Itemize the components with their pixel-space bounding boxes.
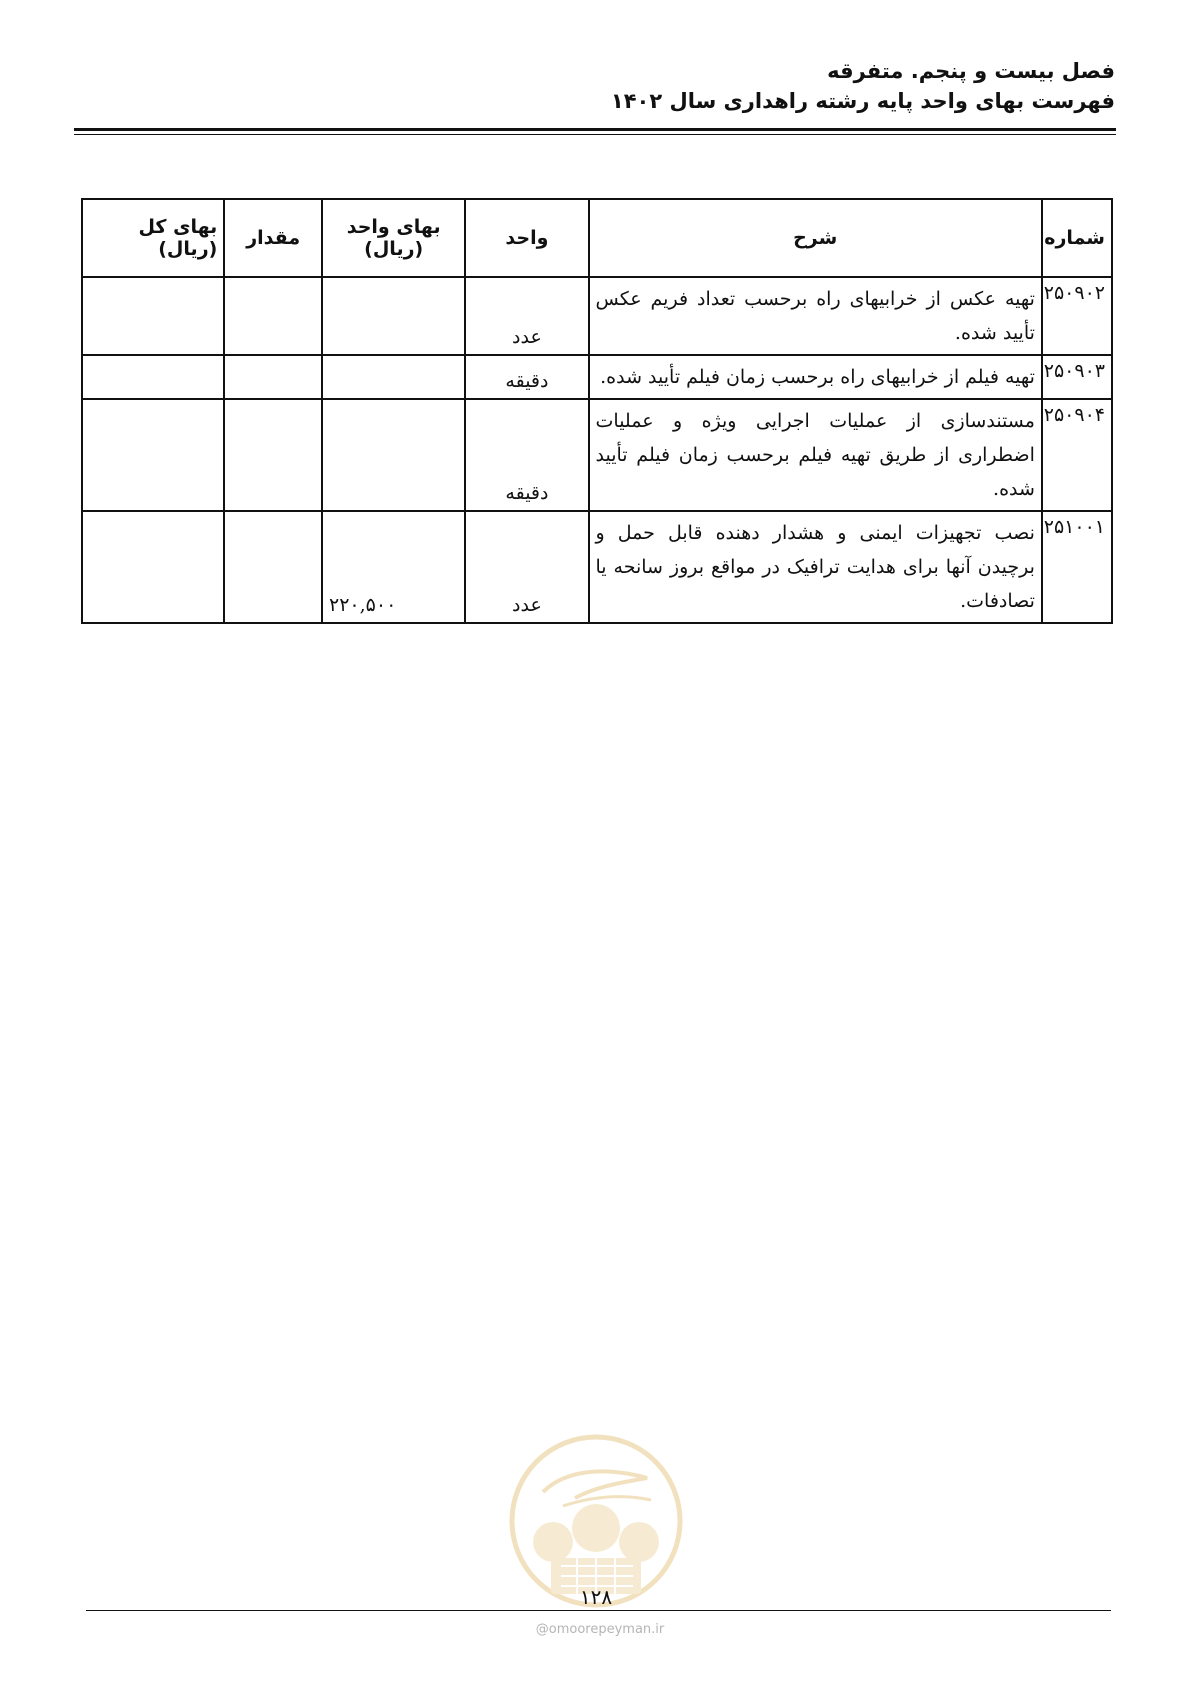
item-total-price [82,511,224,623]
unit-price-currency: (ریال) [364,238,424,260]
price-list-table [81,198,1113,624]
item-code: ۲۵۰۹۰۳ [1042,355,1112,399]
item-unit-price [322,399,465,511]
table-header-row [82,199,1112,277]
document-title: فهرست بهای واحد پایه رشته راهداری سال ۱۴۰۲ [610,89,1115,113]
item-description: نصب تجهیزات ایمنی و هشدار دهنده قابل حمل و برچیدن آنها برای هدایت ترافیک در مواقع بروز سانحه یا تصادفات. [589,511,1042,623]
item-quantity [224,355,322,399]
item-code: ۲۵۰۹۰۴ [1042,399,1112,511]
table-row [82,355,1112,399]
item-unit-price [322,355,465,399]
page-number: ۱۲۸ [579,1585,613,1609]
item-unit: دقیقه [465,355,588,399]
item-code: ۲۵۱۰۰۱ [1042,511,1112,623]
header-divider [74,128,1116,131]
item-total-price [82,277,224,355]
item-quantity [224,277,322,355]
page-header [75,56,1115,116]
item-unit: دقیقه [465,399,588,511]
table-row [82,399,1112,511]
footer-divider [86,1610,1111,1611]
site-watermark-text: @omoorepeyman.ir [535,1622,665,1637]
item-quantity [224,399,322,511]
column-header-unit-price [322,199,465,277]
column-header-total-price: بهای کل (ریال) [82,199,224,277]
item-description: تهیه فیلم از خرابیهای راه برحسب زمان فیلم تأیید شده. [589,355,1042,399]
table-row [82,511,1112,623]
chapter-title: فصل بیست و پنجم. متفرقه [827,59,1115,83]
item-unit: عدد [465,277,588,355]
column-header-code: شماره [1042,199,1112,277]
header-divider-thin [74,134,1116,135]
item-description: تهیه عکس از خرابیهای راه برحسب تعداد فریم عکس تأیید شده. [589,277,1042,355]
item-unit-price: ۲۲۰,۵۰۰ [322,511,465,623]
item-unit-price [322,277,465,355]
item-code: ۲۵۰۹۰۲ [1042,277,1112,355]
table-row [82,277,1112,355]
column-header-unit: واحد [465,199,588,277]
item-unit: عدد [465,511,588,623]
column-header-description: شرح [589,199,1042,277]
item-total-price [82,399,224,511]
column-header-quantity: مقدار [224,199,322,277]
item-total-price [82,355,224,399]
unit-price-label: بهای واحد [346,216,441,238]
item-quantity [224,511,322,623]
item-description: مستندسازی از عملیات اجرایی ویژه و عملیات اضطراری از طریق تهیه فیلم برحسب زمان فیلم تأیید شده. [589,399,1042,511]
